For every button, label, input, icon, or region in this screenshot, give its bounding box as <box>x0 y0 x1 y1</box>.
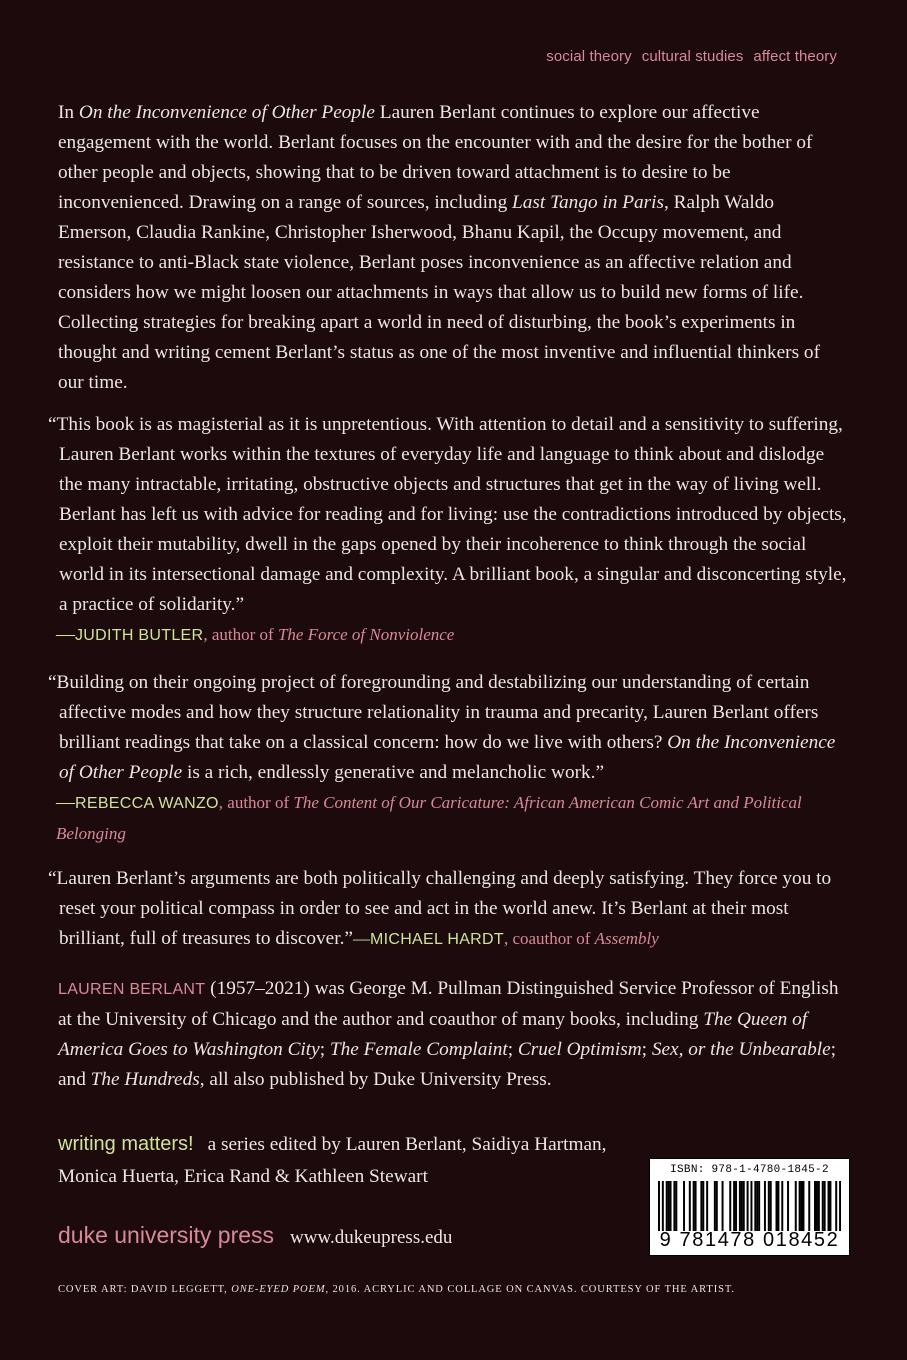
barcode-bar <box>839 1181 841 1231</box>
barcode-bar <box>799 1181 801 1231</box>
barcode-bar <box>722 1181 724 1231</box>
category-social-theory: social theory <box>546 48 632 65</box>
endorsement-attribution: —REBECCA WANZO, author of The Content of Our Caricature: African American Comic Art and Political Belonging <box>56 792 802 843</box>
category-affect-theory: affect theory <box>753 48 837 65</box>
barcode-bar <box>770 1181 772 1231</box>
endorser-name: JUDITH BUTLER <box>75 627 204 644</box>
barcode-bar <box>706 1181 708 1231</box>
publisher-url[interactable]: www.dukeupress.edu <box>290 1227 453 1248</box>
isbn-barcode <box>649 1158 850 1256</box>
category-cultural-studies: cultural studies <box>641 48 744 65</box>
barcode-bar <box>689 1181 691 1231</box>
barcode-bar <box>739 1181 741 1231</box>
barcode-bar <box>673 1181 675 1231</box>
endorsement-text: “Lauren Berlant’s arguments are both politically challenging and deeply satisfying. They force you to reset your political compass in order to see and act in the world anew. It’s Berlant at their most brilliant, full of treasures to discover.”—MICHAEL HARDT, coauthor of Assembly <box>48 868 832 949</box>
publisher-info <box>58 1222 452 1249</box>
barcode-bar <box>714 1181 716 1231</box>
endorsement-butler <box>48 410 848 651</box>
barcode-bar <box>835 1181 837 1231</box>
barcode-bar <box>795 1181 797 1231</box>
endorser-work: The Content of Our Caricature: African American Comic Art and Political Belonging <box>56 793 802 843</box>
barcode-bar <box>675 1181 677 1231</box>
endorsement-text: “Building on their ongoing project of foregrounding and destabilizing our understanding of certain affective modes and how they structure relationality in trauma and precarity, Lauren Berlant offers brilliant readings that take on a classical concern: how do we live with others? On the Inconvenience of Other People is a rich, endlessly generative and melancholic work.” <box>48 672 836 783</box>
endorsement-attribution: —MICHAEL HARDT, coauthor of Assembly <box>352 929 659 948</box>
barcode-bar <box>756 1181 758 1231</box>
barcode-bar <box>750 1181 752 1231</box>
barcode-bar <box>824 1181 826 1231</box>
barcode-bar <box>702 1181 704 1231</box>
author-bio: LAUREN BERLANT (1957–2021) was George M. Pullman Distinguished Service Professor of English at the University of Chicago and the author and coauthor of many books, including The Queen of America Goes to Washington City; The Female Complaint; Cruel Optimism; Sex, or the Unbearable; and The Hundreds, all also published by Duke University Press. <box>58 978 839 1090</box>
barcode-bar <box>776 1181 778 1231</box>
barcode-bar <box>670 1181 672 1231</box>
barcode-bar <box>768 1181 770 1231</box>
barcode-bar <box>666 1181 668 1231</box>
series-info <box>58 1128 658 1193</box>
barcode-bar <box>829 1181 831 1231</box>
barcode-bar <box>754 1181 756 1231</box>
isbn-digits: 9 781478 018452 <box>659 1229 840 1251</box>
barcode-bar <box>716 1181 718 1231</box>
barcode-bar <box>668 1181 670 1231</box>
endorsement-wanzo <box>48 668 848 849</box>
barcode-bar <box>729 1181 731 1231</box>
barcode-bar <box>747 1181 749 1231</box>
barcode-bar <box>781 1181 783 1231</box>
barcode-bar <box>828 1181 830 1231</box>
barcode-bar <box>693 1181 695 1231</box>
series-logo: writing matters! <box>58 1133 194 1155</box>
publisher-logo: duke university press <box>58 1222 275 1248</box>
barcode-bar <box>733 1181 735 1231</box>
barcode-bar <box>683 1181 685 1231</box>
barcode-bar <box>816 1181 818 1231</box>
barcode-bar <box>818 1181 820 1231</box>
cover-art-credit: COVER ART: DAVID LEGGETT, ONE-EYED POEM, 2016. ACRYLIC AND COLLAGE ON CANVAS. COURTESY OF THE ARTIST. <box>58 1284 735 1295</box>
endorsement-hardt <box>48 864 848 955</box>
endorsement-attribution: —JUDITH BUTLER, author of The Force of Nonviolence <box>56 624 455 645</box>
endorser-name: MICHAEL HARDT <box>369 931 504 948</box>
barcode-bar <box>735 1181 737 1231</box>
endorser-work: Assembly <box>594 929 659 948</box>
barcode-bar <box>743 1181 745 1231</box>
subject-categories <box>536 48 837 65</box>
book-title-italic: On the Inconvenience of Other People <box>78 102 375 123</box>
barcode-bar <box>787 1181 789 1231</box>
author-name: LAUREN BERLANT <box>58 981 206 998</box>
endorser-work: The Force of Nonviolence <box>277 625 455 644</box>
barcode-bar <box>741 1181 743 1231</box>
isbn-label: ISBN: 978-1-4780-1845-2 <box>670 1164 829 1176</box>
barcode-bar <box>808 1181 810 1231</box>
barcode-bar <box>764 1181 766 1231</box>
book-title-italic: On the Inconvenience of Other People <box>59 732 836 783</box>
barcode-bar <box>662 1181 664 1231</box>
barcode-bar <box>658 1181 660 1231</box>
series-editors: a series edited by Lauren Berlant, Saidiya Hartman, Monica Huerta, Erica Rand & Kathleen Stewart <box>58 1134 607 1187</box>
book-description: In On the Inconvenience of Other People Lauren Berlant continues to explore our affective engagement with the world. Berlant focuses on the encounter with and the desire for the bother of other people and objects, showing that to be driven toward attachment is to desire to be inconvenienced. Drawing on a range of sources, including Last Tango in Paris, Ralph Waldo Emerson, Claudia Rankine, Christopher Isherwood, Bhanu Kapil, the Occupy movement, and resistance to anti-Black state violence, Berlant poses inconvenience as an affective relation and considers how we might loosen our attachments in ways that allow us to build new forms of life. Collecting strategies for breaking apart a world in need of disturbing, the book’s experiments in thought and writing cement Berlant’s status as one of the most inventive and influential thinkers of our time. <box>58 102 820 393</box>
barcode-bar <box>802 1181 804 1231</box>
endorsement-text: “This book is as magisterial as it is unpretentious. With attention to detail and a sensitivity to suffering, Lauren Berlant works within the textures of everyday life and language to think about and dislodge the many intractable, irritating, obstructive objects and structures that get in the way of living well. Berlant has left us with advice for reading and for living: use the contradictions introduced by objects, exploit their mutability, dwell in the gaps opened by their incoherence to think through the social world in its intersectional damage and complexity. A brilliant book, a singular and disconcerting style, a practice of solidarity.” <box>48 414 847 615</box>
barcode-bars <box>658 1181 841 1231</box>
barcode-bar <box>700 1181 702 1231</box>
barcode-bar <box>814 1181 816 1231</box>
barcode-bar <box>695 1181 697 1231</box>
barcode-bar <box>822 1181 824 1231</box>
barcode-bar <box>801 1181 803 1231</box>
film-title-italic: Last Tango in Paris <box>512 192 665 213</box>
barcode-bar <box>758 1181 760 1231</box>
endorser-name: REBECCA WANZO <box>75 795 219 812</box>
barcode-bar <box>777 1181 779 1231</box>
